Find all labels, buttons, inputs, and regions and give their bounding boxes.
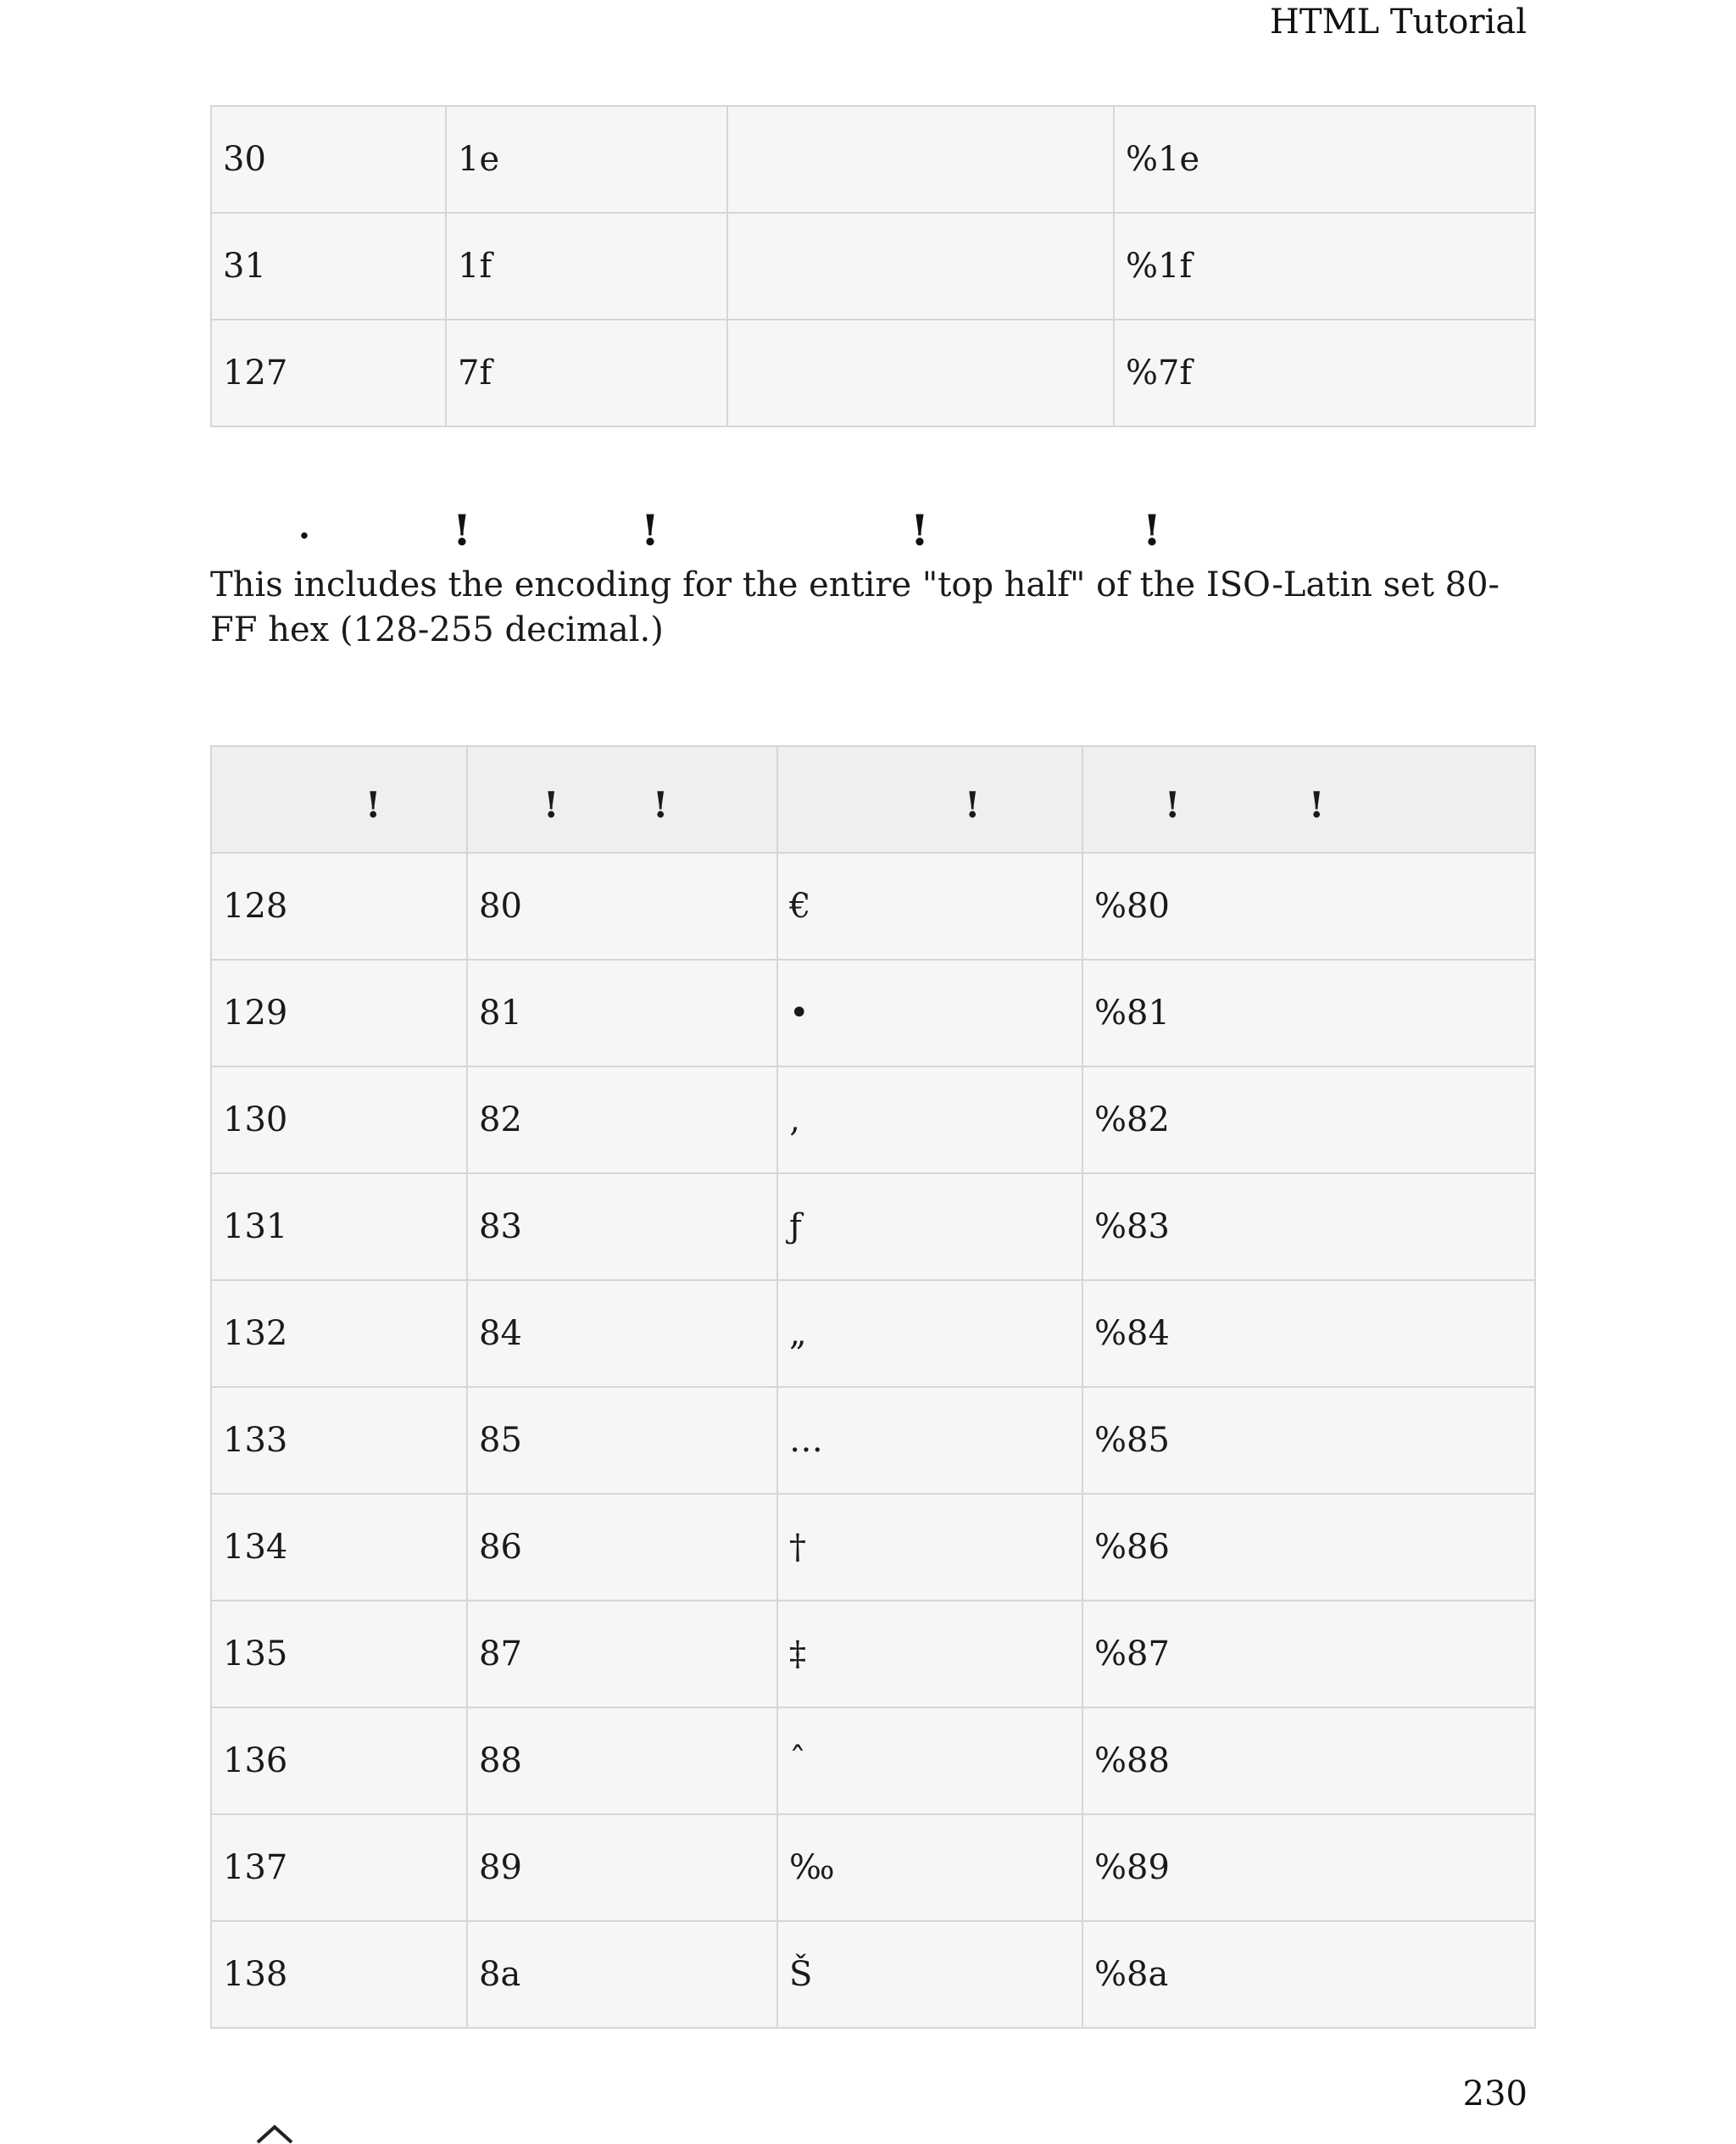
cell-hex: 8a xyxy=(467,1921,777,2028)
cell-character: ‚ xyxy=(777,1066,1082,1173)
cell-decimal: 130 xyxy=(211,1066,467,1173)
table-row xyxy=(211,1173,1535,1280)
table-row xyxy=(211,1280,1535,1387)
cell-url-encoding: %81 xyxy=(1082,960,1535,1066)
cell-hex: 84 xyxy=(467,1280,777,1387)
cell-decimal: 134 xyxy=(211,1494,467,1601)
cell-decimal: 135 xyxy=(211,1601,467,1707)
header-cell-url-encoding xyxy=(1082,746,1535,853)
table-row xyxy=(211,1066,1535,1173)
cell-decimal: 31 xyxy=(211,213,446,320)
cell-character xyxy=(727,106,1114,213)
section-paragraph: This includes the encoding for the entire "top half" of the ISO-Latin set 80-FF hex (128-255 decimal.) xyxy=(210,565,1500,649)
cell-hex: 7f xyxy=(446,320,727,426)
cell-character: ƒ xyxy=(777,1173,1082,1280)
table-row xyxy=(211,1494,1535,1601)
heading-mark: ! xyxy=(910,505,929,555)
table-header-row xyxy=(211,746,1535,853)
cell-decimal: 129 xyxy=(211,960,467,1066)
cell-hex: 1f xyxy=(446,213,727,320)
heading-dot: . xyxy=(298,507,310,547)
section-heading-marks xyxy=(210,505,1534,556)
cell-url-encoding: %89 xyxy=(1082,1814,1535,1921)
cell-hex: 88 xyxy=(467,1707,777,1814)
cell-decimal: 136 xyxy=(211,1707,467,1814)
cell-url-encoding: %1f xyxy=(1114,213,1535,320)
cell-hex: 1e xyxy=(446,106,727,213)
header-cell-character xyxy=(777,746,1082,853)
cell-url-encoding: %80 xyxy=(1082,853,1535,960)
home-icon[interactable] xyxy=(254,2124,295,2144)
cell-url-encoding: %8a xyxy=(1082,1921,1535,2028)
header-mark: ! xyxy=(543,784,559,826)
cell-hex: 87 xyxy=(467,1601,777,1707)
cell-character: ˆ xyxy=(777,1707,1082,1814)
header-cell-hex xyxy=(467,746,777,853)
cell-hex: 85 xyxy=(467,1387,777,1494)
cell-character: Š xyxy=(777,1921,1082,2028)
header-mark: ! xyxy=(653,784,669,826)
table-row xyxy=(211,320,1535,426)
cell-decimal: 132 xyxy=(211,1280,467,1387)
cell-url-encoding: %88 xyxy=(1082,1707,1535,1814)
cell-hex: 80 xyxy=(467,853,777,960)
table-row xyxy=(211,1387,1535,1494)
cell-character: € xyxy=(777,853,1082,960)
table-row xyxy=(211,1921,1535,2028)
cell-character: … xyxy=(777,1387,1082,1494)
page-number: 230 xyxy=(1462,2074,1527,2113)
header-cell-decimal xyxy=(211,746,467,853)
cell-hex: 83 xyxy=(467,1173,777,1280)
cell-url-encoding: %84 xyxy=(1082,1280,1535,1387)
cell-hex: 86 xyxy=(467,1494,777,1601)
cell-hex: 82 xyxy=(467,1066,777,1173)
header-mark: ! xyxy=(1165,784,1181,826)
cell-decimal: 138 xyxy=(211,1921,467,2028)
encoding-table-top xyxy=(210,105,1536,427)
cell-decimal: 131 xyxy=(211,1173,467,1280)
header-mark: ! xyxy=(1309,784,1325,826)
table-row xyxy=(211,1707,1535,1814)
cell-decimal: 137 xyxy=(211,1814,467,1921)
table-row xyxy=(211,853,1535,960)
cell-hex: 89 xyxy=(467,1814,777,1921)
header-mark: ! xyxy=(365,784,381,826)
table-row xyxy=(211,213,1535,320)
cell-url-encoding: %86 xyxy=(1082,1494,1535,1601)
table-row xyxy=(211,960,1535,1066)
cell-url-encoding: %83 xyxy=(1082,1173,1535,1280)
cell-decimal: 133 xyxy=(211,1387,467,1494)
cell-character xyxy=(727,213,1114,320)
table-row xyxy=(211,106,1535,213)
cell-character: ‰ xyxy=(777,1814,1082,1921)
cell-url-encoding: %1e xyxy=(1114,106,1535,213)
running-header: HTML Tutorial xyxy=(1270,3,1527,42)
cell-character: „ xyxy=(777,1280,1082,1387)
cell-url-encoding: %87 xyxy=(1082,1601,1535,1707)
cell-hex: 81 xyxy=(467,960,777,1066)
heading-mark: ! xyxy=(641,505,659,555)
heading-mark: ! xyxy=(453,505,471,555)
cell-character xyxy=(727,320,1114,426)
cell-character: ‡ xyxy=(777,1601,1082,1707)
cell-url-encoding: %7f xyxy=(1114,320,1535,426)
cell-decimal: 128 xyxy=(211,853,467,960)
cell-url-encoding: %85 xyxy=(1082,1387,1535,1494)
cell-decimal: 30 xyxy=(211,106,446,213)
cell-decimal: 127 xyxy=(211,320,446,426)
heading-mark: ! xyxy=(1143,505,1161,555)
table-row xyxy=(211,1601,1535,1707)
encoding-table-main xyxy=(210,745,1536,2029)
cell-character: • xyxy=(777,960,1082,1066)
table-row xyxy=(211,1814,1535,1921)
header-mark: ! xyxy=(965,784,981,826)
cell-url-encoding: %82 xyxy=(1082,1066,1535,1173)
cell-character: † xyxy=(777,1494,1082,1601)
